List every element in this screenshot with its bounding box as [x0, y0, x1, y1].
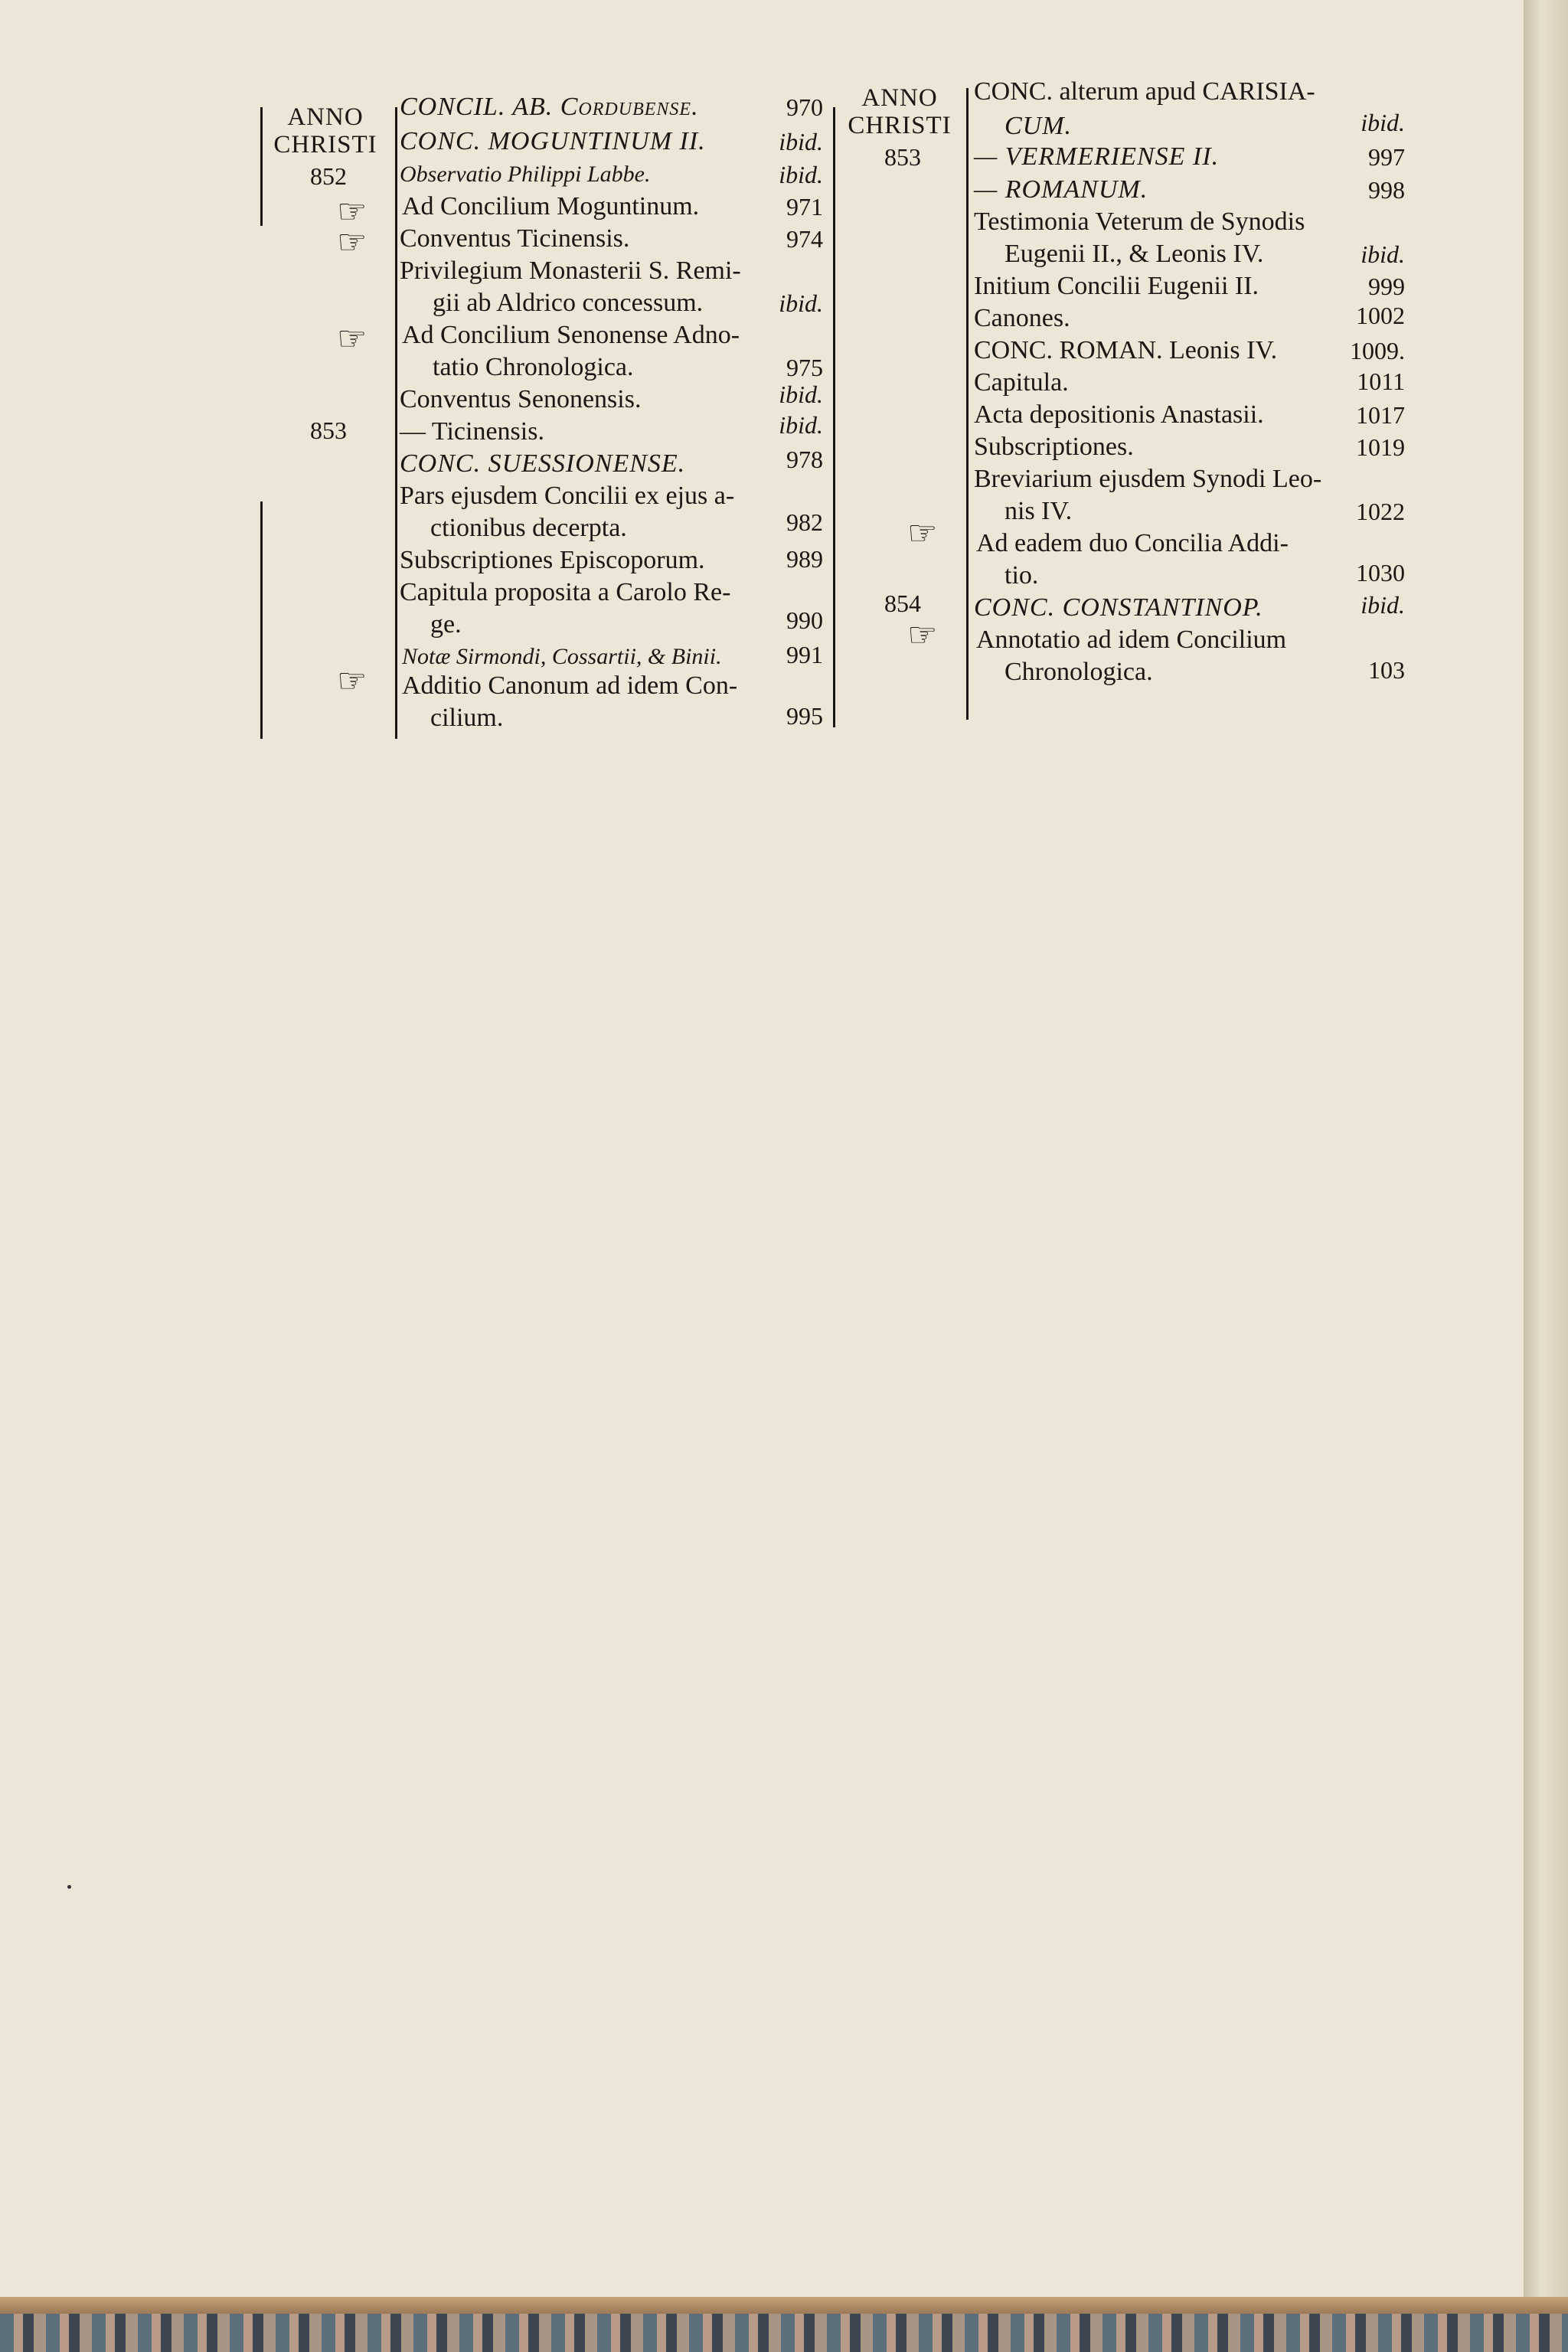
- entry-page: ibid.: [779, 411, 823, 439]
- entry-text: Breviarium ejusdem Synodi Leo-: [974, 465, 1322, 493]
- entry-text: Conventus Senonensis.: [400, 385, 642, 413]
- entry-text: Ad eadem duo Concilia Addi-: [976, 529, 1289, 557]
- entry-text: Eugenii II., & Leonis IV.: [1004, 240, 1264, 268]
- entry-text: Annotatio ad idem Concilium: [976, 626, 1287, 654]
- pointing-hand-icon: ☞: [907, 616, 938, 654]
- entry-page: 982: [786, 508, 823, 536]
- entry-text: Observatio Philippi Labbe.: [400, 162, 651, 187]
- entry-text: CUM.: [1004, 112, 1073, 140]
- entry-page: ibid.: [1361, 591, 1405, 619]
- pointing-hand-icon: ☞: [337, 320, 368, 358]
- column-rule: [833, 107, 835, 727]
- entry-text: tatio Chronologica.: [433, 353, 634, 381]
- entry-page: 990: [786, 606, 823, 634]
- entry-text: Conventus Ticinensis.: [400, 224, 630, 253]
- entry-page: 971: [786, 193, 823, 220]
- entry-page: 997: [1368, 143, 1405, 171]
- entry-text: Subscriptiones.: [974, 433, 1134, 461]
- entry-page: 998: [1368, 176, 1405, 204]
- year-854: 854: [884, 590, 921, 617]
- entry-page: 970: [786, 93, 823, 121]
- paper-speck: [67, 1885, 71, 1889]
- entry-page: 1009.: [1350, 337, 1405, 364]
- anno-christi-header-left: [272, 103, 379, 158]
- entry-page: ibid.: [779, 381, 823, 408]
- entry-page: 989: [786, 545, 823, 573]
- entry-text: Testimonia Veterum de Synodis: [974, 207, 1305, 236]
- christi-label: CHRISTI: [848, 112, 952, 139]
- entry-text: Capitula proposita a Carolo Re-: [400, 578, 731, 606]
- entry-text: Capitula.: [974, 368, 1069, 397]
- entry-page: ibid.: [1361, 109, 1405, 136]
- entry-text: CONCIL. AB. Cordubense.: [400, 93, 699, 121]
- year-853-left: 853: [310, 416, 347, 444]
- entry-text: gii ab Aldrico concessum.: [433, 289, 704, 317]
- column-rule: [260, 501, 263, 739]
- pointing-hand-icon: ☞: [337, 662, 368, 700]
- entry-page: 1002: [1356, 302, 1405, 329]
- year-853-right: 853: [884, 143, 921, 171]
- background-surface: [0, 2314, 1568, 2352]
- entry-page: 1022: [1356, 498, 1405, 525]
- entry-page: 1019: [1356, 433, 1405, 461]
- entry-text: Pars ejusdem Concilii ex ejus a-: [400, 482, 735, 510]
- entry-text: Subscriptiones Episcoporum.: [400, 546, 705, 574]
- entry-text: Ad Concilium Senonense Adno-: [402, 321, 740, 349]
- entry-text: ge.: [430, 610, 462, 639]
- book-edge: [0, 2297, 1568, 2314]
- anno-label: ANNO: [861, 84, 938, 112]
- entry-text: CONC. alterum apud CARISIA-: [974, 77, 1315, 106]
- entry-text: Chronologica.: [1004, 658, 1153, 686]
- christi-label: CHRISTI: [273, 131, 377, 158]
- entry-text: Notæ Sirmondi, Cossartii, & Binii.: [402, 644, 722, 669]
- entry-page: ibid.: [779, 161, 823, 188]
- entry-text: cilium.: [430, 704, 504, 732]
- entry-text: Ad Concilium Moguntinum.: [402, 192, 700, 220]
- column-rule: [395, 107, 397, 739]
- entry-text: CONC. MOGUNTINUM II.: [400, 127, 706, 155]
- entry-text: Acta depositionis Anastasii.: [974, 400, 1264, 429]
- entry-text: Initium Concilii Eugenii II.: [974, 272, 1259, 300]
- entry-text: — ROMANUM.: [974, 175, 1148, 204]
- entry-page: 995: [786, 702, 823, 730]
- anno-christi-header-right: [838, 84, 961, 139]
- entry-page: 999: [1368, 273, 1405, 300]
- entry-text: Additio Canonum ad idem Con-: [402, 671, 738, 700]
- entry-text: Privilegium Monasterii S. Remi-: [400, 256, 741, 285]
- entry-text: Canones.: [974, 304, 1070, 332]
- column-rule: [966, 88, 969, 720]
- entry-page: 978: [786, 446, 823, 473]
- entry-page: 991: [786, 641, 823, 668]
- year-852: 852: [310, 162, 347, 190]
- anno-label: ANNO: [287, 103, 364, 131]
- entry-page: ibid.: [779, 128, 823, 155]
- entry-text: CONC. SUESSIONENSE.: [400, 449, 686, 478]
- entry-text: nis IV.: [1004, 497, 1073, 525]
- entry-page: 1030: [1356, 559, 1405, 586]
- entry-text: — VERMERIENSE II.: [974, 142, 1220, 171]
- entry-page: ibid.: [1361, 240, 1405, 268]
- entry-page: ibid.: [779, 289, 823, 317]
- entry-text: — Ticinensis.: [400, 417, 544, 446]
- pointing-hand-icon: ☞: [337, 224, 368, 261]
- entry-page: 975: [786, 354, 823, 381]
- entry-page: 1017: [1356, 401, 1405, 429]
- column-rule: [260, 107, 263, 226]
- entry-text: CONC. CONSTANTINOP.: [974, 593, 1263, 622]
- entry-text: ctionibus decerpta.: [430, 514, 627, 542]
- entry-page: 103: [1368, 656, 1405, 684]
- entry-text: tio.: [1004, 561, 1039, 590]
- entry-page: 1011: [1357, 368, 1405, 395]
- pointing-hand-icon: ☞: [907, 514, 938, 552]
- entry-text: CONC. ROMAN. Leonis IV.: [974, 336, 1278, 364]
- pointing-hand-icon: ☞: [337, 193, 368, 230]
- entry-page: 974: [786, 225, 823, 253]
- adjacent-page-edge: [1524, 0, 1568, 2312]
